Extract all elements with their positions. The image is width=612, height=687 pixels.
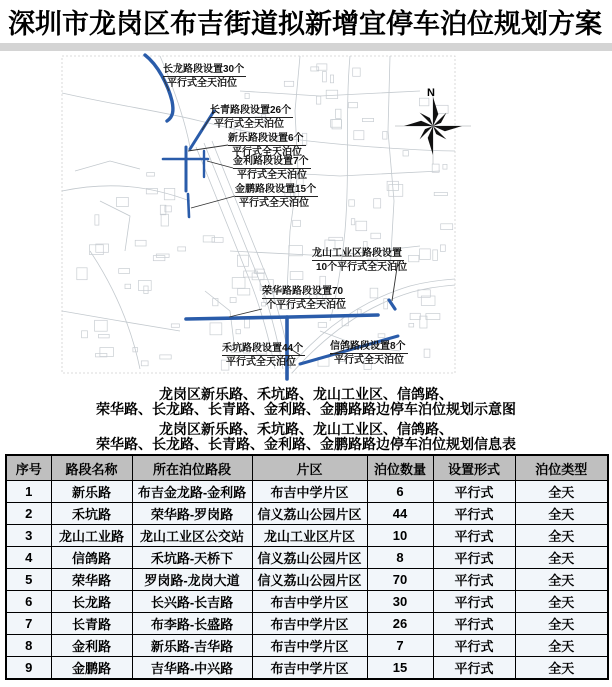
table-cell: 6 — [6, 591, 51, 613]
table-cell: 平行式 — [433, 481, 515, 503]
table-cell: 吉华路-中兴路 — [132, 657, 252, 680]
table-cell: 金利路 — [51, 635, 132, 657]
table-header-cell: 泊位数量 — [367, 455, 433, 481]
table-cell: 信义荔山公园片区 — [252, 569, 367, 591]
table-cell: 全天 — [515, 481, 608, 503]
callout-line1: 金利路段设置7个 — [233, 156, 309, 167]
schematic-caption — [0, 387, 612, 417]
table-cell: 禾坑路 — [51, 503, 132, 525]
table-cell: 15 — [367, 657, 433, 680]
table-row — [6, 613, 608, 635]
table-caption-line2: 荣华路、长龙路、长青路、金利路、金鹏路路边停车泊位规划信息表 — [96, 436, 516, 452]
table-cell: 龙山工业区公交站 — [132, 525, 252, 547]
callout-line2: 10个平行式全天泊位 — [316, 262, 408, 273]
table-cell: 7 — [6, 613, 51, 635]
table-cell: 全天 — [515, 635, 608, 657]
table-cell: 信义荔山公园片区 — [252, 547, 367, 569]
table-cell: 信义荔山公园片区 — [252, 503, 367, 525]
callout-line2: 平行式全天泊位 — [214, 119, 284, 130]
callout-line2: 平行式全天泊位 — [334, 355, 404, 366]
map-callout-jinli — [233, 155, 311, 182]
table-cell: 全天 — [515, 591, 608, 613]
table-cell: 平行式 — [433, 525, 515, 547]
map-sketch — [0, 51, 612, 387]
callout-line2: 平行式全天泊位 — [167, 78, 237, 89]
table-cell: 平行式 — [433, 591, 515, 613]
table-cell: 禾坑路-天桥下 — [132, 547, 252, 569]
table-header-cell: 路段名称 — [51, 455, 132, 481]
table-cell: 金鹏路 — [51, 657, 132, 680]
table-cell: 布李路-长盛路 — [132, 613, 252, 635]
table-cell: 龙山工业区片区 — [252, 525, 367, 547]
table-cell: 3 — [6, 525, 51, 547]
parking-table — [5, 454, 609, 680]
callout-line1: 信鸽路段设置8个 — [330, 341, 406, 352]
table-cell: 7 — [367, 635, 433, 657]
map-callout-changqing — [210, 104, 293, 131]
table-cell: 1 — [6, 481, 51, 503]
table-row — [6, 481, 608, 503]
schematic-caption-line2: 荣华路、长龙路、长青路、金利路、金鹏路路边停车泊位规划示意图 — [96, 401, 516, 417]
callout-line2: 平行式全天泊位 — [239, 198, 309, 209]
table-cell: 平行式 — [433, 635, 515, 657]
north-label: N — [427, 87, 435, 99]
table-cell: 荣华路-罗岗路 — [132, 503, 252, 525]
table-header-cell: 所在泊位路段 — [132, 455, 252, 481]
table-cell: 布吉金龙路-金利路 — [132, 481, 252, 503]
parking-table-body — [6, 481, 608, 680]
table-row — [6, 569, 608, 591]
table-cell: 罗岗路-龙岗大道 — [132, 569, 252, 591]
callout-line1: 禾坑路段设置44个 — [222, 343, 304, 354]
callout-line1: 长青路段设置26个 — [210, 105, 292, 116]
table-row — [6, 525, 608, 547]
table-cell: 全天 — [515, 613, 608, 635]
callout-line2: 平行式全天泊位 — [226, 357, 296, 368]
table-cell: 4 — [6, 547, 51, 569]
table-header-cell: 序号 — [6, 455, 51, 481]
table-cell: 5 — [6, 569, 51, 591]
callout-line2: 个平行式全天泊位 — [266, 300, 346, 311]
callout-line2: 平行式全天泊位 — [232, 147, 302, 158]
table-header-cell: 设置形式 — [433, 455, 515, 481]
table-cell: 9 — [6, 657, 51, 680]
callout-line1: 荣华路路段设置70 — [262, 286, 344, 297]
table-cell: 长兴路-长吉路 — [132, 591, 252, 613]
table-cell: 2 — [6, 503, 51, 525]
planning-map — [0, 51, 612, 387]
table-row — [6, 547, 608, 569]
table-cell: 30 — [367, 591, 433, 613]
table-caption — [0, 422, 612, 452]
map-callout-jinpeng — [235, 183, 318, 210]
table-cell: 长青路 — [51, 613, 132, 635]
table-cell: 全天 — [515, 547, 608, 569]
table-cell: 26 — [367, 613, 433, 635]
table-cell: 龙山工业路 — [51, 525, 132, 547]
table-cell: 全天 — [515, 657, 608, 680]
table-cell: 44 — [367, 503, 433, 525]
table-row — [6, 657, 608, 680]
table-cell: 平行式 — [433, 613, 515, 635]
table-cell: 布吉中学片区 — [252, 657, 367, 680]
table-cell: 新乐路 — [51, 481, 132, 503]
table-cell: 全天 — [515, 503, 608, 525]
table-row — [6, 635, 608, 657]
table-cell: 8 — [367, 547, 433, 569]
table-cell: 长龙路 — [51, 591, 132, 613]
map-callout-hekeng — [222, 342, 305, 369]
table-cell: 信鸽路 — [51, 547, 132, 569]
callout-line1: 金鹏路段设置15个 — [235, 184, 317, 195]
table-cell: 布吉中学片区 — [252, 481, 367, 503]
table-cell: 荣华路 — [51, 569, 132, 591]
callout-line1: 长龙路段设置30个 — [163, 64, 245, 75]
table-cell: 平行式 — [433, 657, 515, 680]
table-cell: 70 — [367, 569, 433, 591]
callout-line1: 龙山工业区路段设置 — [312, 248, 402, 259]
table-row — [6, 591, 608, 613]
table-header-row — [6, 455, 608, 481]
table-cell: 布吉中学片区 — [252, 613, 367, 635]
page-title: 深圳市龙岗区布吉街道拟新增宜停车泊位规划方案 — [8, 9, 602, 39]
table-cell: 布吉中学片区 — [252, 635, 367, 657]
table-cell: 平行式 — [433, 503, 515, 525]
parking-table-head — [6, 455, 608, 481]
table-cell: 全天 — [515, 525, 608, 547]
table-cell: 全天 — [515, 569, 608, 591]
table-cell: 布吉中学片区 — [252, 591, 367, 613]
map-callout-changlong — [163, 63, 246, 90]
table-cell: 10 — [367, 525, 433, 547]
table-caption-line1: 龙岗区新乐路、禾坑路、龙山工业区、信鸽路、 — [159, 421, 453, 437]
table-cell: 8 — [6, 635, 51, 657]
table-row — [6, 503, 608, 525]
table-cell: 平行式 — [433, 547, 515, 569]
map-callout-longshan — [312, 247, 407, 274]
callout-line1: 新乐路段设置6个 — [228, 133, 304, 144]
road-jinpeng — [188, 194, 189, 217]
title-separator-bar — [0, 43, 612, 51]
callout-line2: 平行式全天泊位 — [237, 170, 307, 181]
table-cell: 平行式 — [433, 569, 515, 591]
map-callout-ronghua — [262, 285, 346, 312]
schematic-caption-line1: 龙岗区新乐路、禾坑路、龙山工业区、信鸽路、 — [159, 386, 453, 402]
table-cell: 6 — [367, 481, 433, 503]
table-cell: 新乐路-吉华路 — [132, 635, 252, 657]
table-header-cell: 片区 — [252, 455, 367, 481]
map-callout-xinge — [330, 340, 408, 367]
table-header-cell: 泊位类型 — [515, 455, 608, 481]
